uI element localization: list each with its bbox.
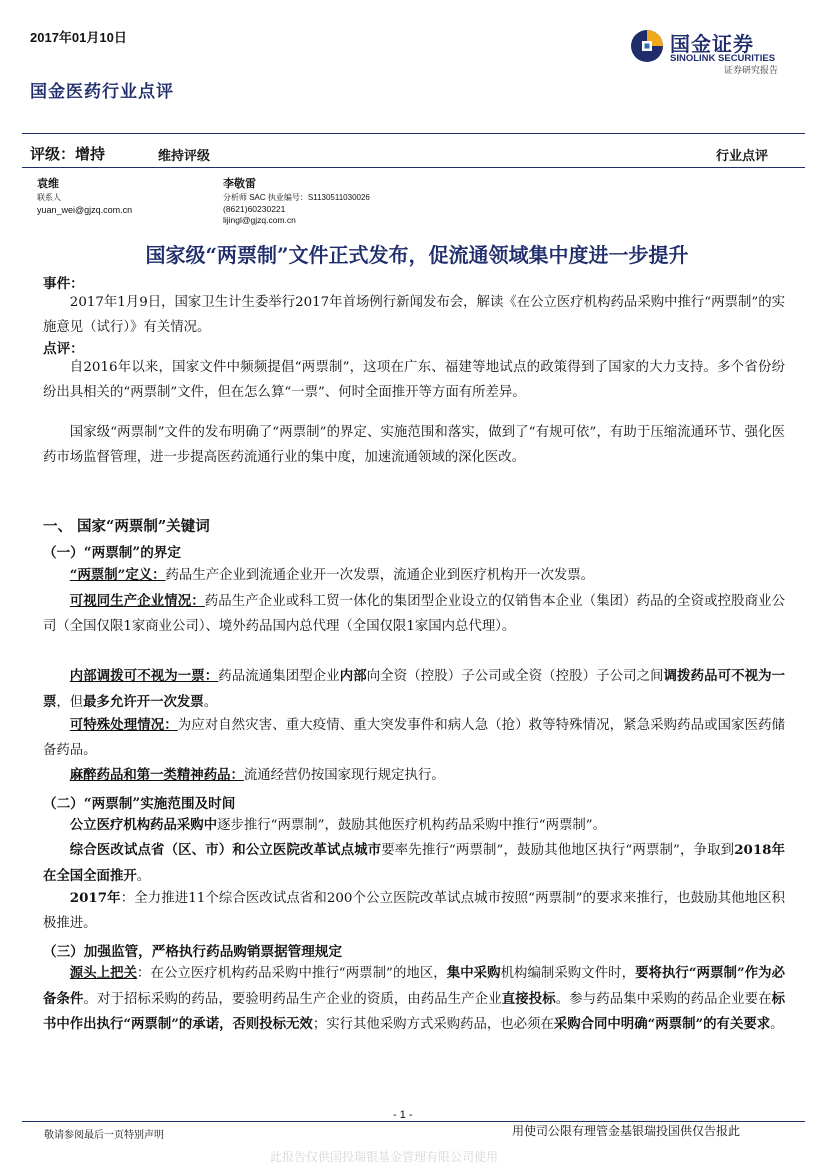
header-divider xyxy=(22,133,805,134)
report-series: 国金医药行业点评 xyxy=(30,82,174,102)
analyst-email[interactable]: lijingl@gjzq.com.cn xyxy=(223,215,296,225)
report-title: 国家级“两票制”文件正式发布，促流通领域集中度进一步提升 xyxy=(145,243,689,267)
subsection-heading: （三）加强监管，严格执行药品购销票据管理规定 xyxy=(43,944,343,960)
rating-label: 评级：增持 xyxy=(30,145,106,163)
definition-paragraph: 麻醉药品和第一类精神药品：流通经营仍按国家现行规定执行。 xyxy=(69,767,445,783)
scope-paragraph: 2017年：全力推进11个综合医改试点省和200个公立医院改革试点城市按照“两票制”的要求来推行，也鼓励其他地区积极推进。 xyxy=(43,890,785,931)
definition-paragraph: 内部调拨可不视为一票：药品流通集团型企业内部向全资（控股）子公司或全资（控股）子公司之间调拨药品可不视为一票，但最多允许开一次发票。 xyxy=(43,668,786,710)
comment-paragraph: 自2016年以来，国家文件中频频提倡“两票制”，这项在广东、福建等地试点的政策得到了国家的大力支持。多个省份纷纷出具相关的“两票制”文件，但在怎么算“一票”、何时全面推开等方面有所差异。 xyxy=(43,360,785,400)
analyst-role: 联系人 xyxy=(37,193,61,202)
analyst-name: 袁维 xyxy=(37,177,59,190)
report-type: 行业点评 xyxy=(716,149,769,164)
comment-label: 点评： xyxy=(43,341,84,357)
footer-disclaimer: 敬请参阅最后一页特别声明 xyxy=(44,1130,164,1141)
brand-cn-name: 国金证券 xyxy=(670,32,754,56)
term-label: 可视同生产企业情况： xyxy=(69,593,205,609)
definition-paragraph: 可特殊处理情况：为应对自然灾害、重大疫情、重大突发事件和病人急（抢）救等特殊情况，紧急采购药品或国家医药储备药品。 xyxy=(43,717,786,758)
brand-subtitle: 证券研究报告 xyxy=(724,66,779,76)
brand-en-name: SINOLINK SECURITIES xyxy=(670,53,776,64)
footer-usage-note: 用使司公限有理管金基银瑞投国供仅告报此 xyxy=(512,1124,741,1138)
report-date: 2017年01月10日 xyxy=(30,30,127,45)
rating-action: 维持评级 xyxy=(158,149,211,164)
event-label: 事件： xyxy=(43,276,84,292)
sinolink-logo-icon xyxy=(630,29,664,63)
event-text: 2017年1月9日，国家卫生计生委举行2017年首场例行新闻发布会，解读《在公立医疗机构药品采购中推行“两票制”的实施意见（试行）》有关情况。 xyxy=(43,295,785,335)
footer-watermark: 此报告仅供国投瑞银基金管理有限公司使用 xyxy=(270,1150,499,1164)
term-label: “两票制”定义： xyxy=(69,567,166,583)
term-label: 内部调拨可不视为一票： xyxy=(69,668,219,684)
analyst-phone: (8621)60230221 xyxy=(223,204,286,214)
scope-paragraph: 综合医改试点省（区、市）和公立医院改革试点城市要率先推行“两票制”，鼓励其他地区执行“两票制”，争取到2018年在全国全面推开。 xyxy=(43,842,785,884)
term-label: 可特殊处理情况： xyxy=(69,717,178,733)
analyst-card xyxy=(223,175,483,225)
scope-paragraph: 公立医疗机构药品采购中逐步推行“两票制”，鼓励其他医疗机构药品采购中推行“两票制”。 xyxy=(69,817,607,833)
supervision-paragraph: 源头上把关：在公立医疗机构药品采购中推行“两票制”的地区，集中采购机构编制采购文件时，要将执行“两票制”作为必备条件。对于招标采购的药品，要验明药品生产企业的资质，由药品生产企业直接投标。参与药品集中采购的药品企业要在标书中作出执行“两票制”的承诺，否则投标无效；实行其他采购方式采购药品，也必须在采购合同中明确“两票制”的有关要求。 xyxy=(43,965,786,1033)
section-heading: 一、 国家“两票制”关键词 xyxy=(43,518,210,535)
page-number: - 1 - xyxy=(393,1109,413,1121)
comment-paragraph: 国家级“两票制”文件的发布明确了“两票制”的界定、实施范围和落实，做到了“有规可依”，有助于压缩流通环节、强化医药市场监督管理，进一步提高医药流通行业的集中度，加速流通领域的深化医改。 xyxy=(43,425,785,465)
analyst-role: 分析师 SAC 执业编号：S1130511030026 xyxy=(223,193,370,202)
rating-divider xyxy=(22,167,805,168)
analyst-card xyxy=(37,175,207,215)
definition-paragraph: 可视同生产企业情况：药品生产企业或科工贸一体化的集团型企业设立的仅销售本企业（集团）药品的全资或控股商业公司（全国仅限1家商业公司）、境外药品国内总代理（全国仅限1家国内总代理）。 xyxy=(43,593,786,634)
definition-paragraph: “两票制”定义：药品生产企业到流通企业开一次发票，流通企业到医疗机构开一次发票。 xyxy=(69,567,595,583)
subsection-heading: （一）“两票制”的界定 xyxy=(43,545,181,561)
subsection-heading: （二）“两票制”实施范围及时间 xyxy=(43,796,236,812)
analyst-name: 李敬雷 xyxy=(223,177,256,190)
term-label: 麻醉药品和第一类精神药品： xyxy=(69,767,244,783)
term-label: 源头上把关 xyxy=(69,965,138,981)
analyst-email[interactable]: yuan_wei@gjzq.com.cn xyxy=(37,205,133,215)
